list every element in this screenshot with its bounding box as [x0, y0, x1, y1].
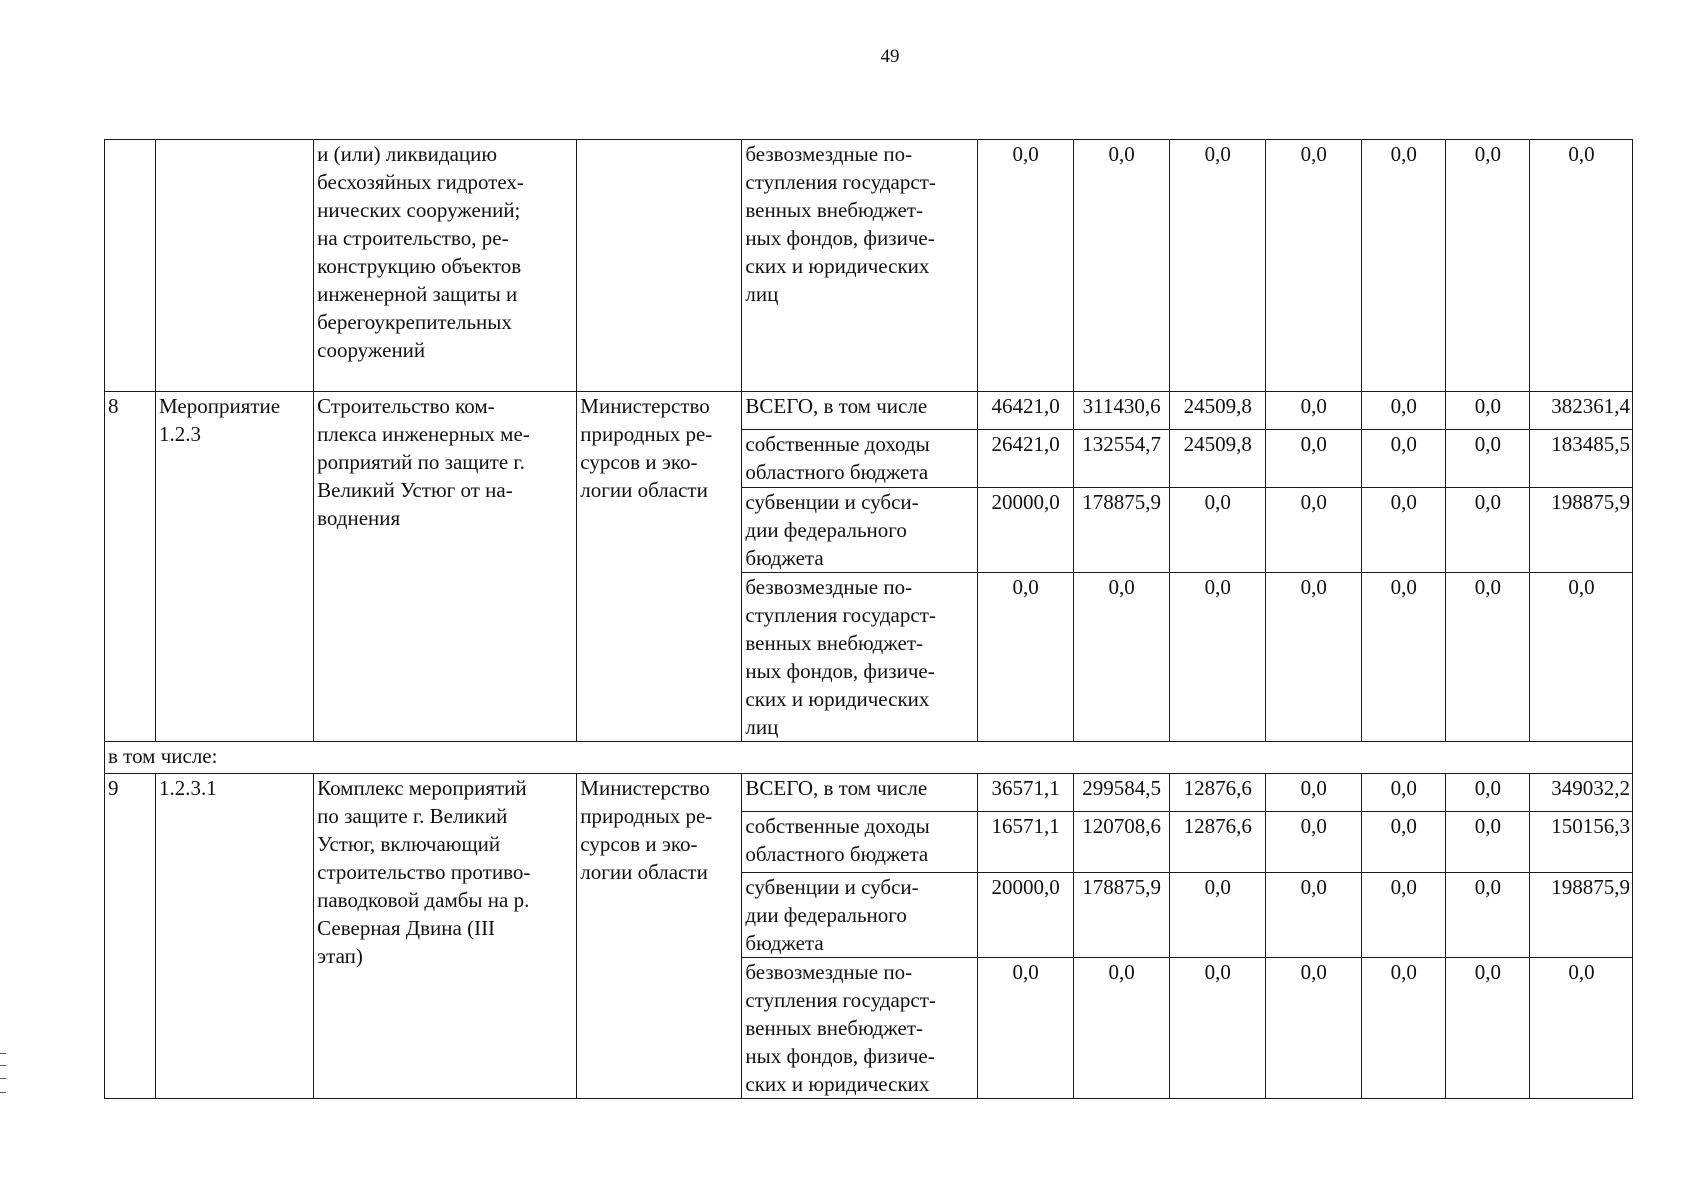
cell-value: 0,0	[977, 958, 1073, 1099]
cell-value: 36571,1	[977, 774, 1073, 812]
cell-value: 0,0	[1169, 488, 1265, 573]
including-label: в том числе:	[105, 742, 1633, 774]
cell-funding-source: безвозмездные по- ступления государст- венных внебюджет- ных фондов, физиче- ских и юридических лиц	[742, 573, 977, 742]
cell-funding-source: субвенции и субси- дии федерального бюджета	[742, 873, 977, 958]
table-row-9	[105, 774, 1633, 812]
table-row-continuation	[105, 140, 1633, 392]
margin-marks	[0, 1053, 6, 1093]
cell-value: 0,0	[1169, 573, 1265, 742]
cell-value: 0,0	[1073, 573, 1169, 742]
cell-value: 0,0	[1361, 873, 1445, 958]
cell-value: 150156,3	[1529, 812, 1632, 873]
cell-value: 24509,8	[1169, 430, 1265, 488]
cell-value: 0,0	[1529, 573, 1632, 742]
cell-value: 0,0	[1361, 812, 1445, 873]
cell-value: 0,0	[1445, 873, 1529, 958]
cell-measure-name: Строительство ком- плекса инженерных ме- роприятий по защите г. Великий Устюг от на- воднения	[314, 392, 577, 742]
cell-measure-name: и (или) ликвидацию бесхозяйных гидротех- нических сооружений; на строительство, ре- конструкцию объектов инженерной защиты и берегоукрепительных сооружений	[314, 140, 577, 392]
page-number: 49	[880, 46, 900, 67]
cell-executor	[577, 140, 742, 392]
cell-value: 198875,9	[1529, 873, 1632, 958]
cell-value: 0,0	[1265, 488, 1361, 573]
cell-funding-source: ВСЕГО, в том числе	[742, 392, 977, 430]
cell-value: 299584,5	[1073, 774, 1169, 812]
table-row-including	[105, 742, 1633, 774]
cell-value: 0,0	[1265, 958, 1361, 1099]
cell-value: 0,0	[1445, 774, 1529, 812]
cell-value: 0,0	[1265, 392, 1361, 430]
cell-code	[156, 140, 314, 392]
cell-value: 24509,8	[1169, 392, 1265, 430]
cell-num: 8	[105, 392, 156, 742]
cell-value: 198875,9	[1529, 488, 1632, 573]
cell-value: 0,0	[1361, 140, 1445, 392]
cell-value: 0,0	[1361, 774, 1445, 812]
cell-value: 26421,0	[977, 430, 1073, 488]
cell-value: 349032,2	[1529, 774, 1632, 812]
cell-value: 0,0	[1265, 873, 1361, 958]
cell-value: 178875,9	[1073, 873, 1169, 958]
cell-value: 0,0	[977, 140, 1073, 392]
cell-num	[105, 140, 156, 392]
cell-funding-source: собственные доходы областного бюджета	[742, 812, 977, 873]
cell-measure-name: Комплекс мероприятий по защите г. Великий Устюг, включающий строительство противо- паводковой дамбы на р. Северная Двина (III этап)	[314, 774, 577, 1099]
cell-value: 183485,5	[1529, 430, 1632, 488]
cell-value: 0,0	[1073, 140, 1169, 392]
cell-value: 0,0	[1265, 430, 1361, 488]
cell-value: 0,0	[1265, 573, 1361, 742]
cell-value: 0,0	[1169, 873, 1265, 958]
cell-value: 0,0	[1445, 430, 1529, 488]
cell-value: 12876,6	[1169, 774, 1265, 812]
cell-value: 311430,6	[1073, 392, 1169, 430]
cell-value: 0,0	[1169, 958, 1265, 1099]
cell-funding-source: ВСЕГО, в том числе	[742, 774, 977, 812]
cell-value: 382361,4	[1529, 392, 1632, 430]
cell-code: Мероприятие 1.2.3	[156, 392, 314, 742]
cell-value: 12876,6	[1169, 812, 1265, 873]
budget-table	[104, 139, 1633, 1099]
cell-value: 0,0	[1265, 812, 1361, 873]
cell-value: 0,0	[977, 573, 1073, 742]
cell-value: 0,0	[1169, 140, 1265, 392]
cell-value: 0,0	[1361, 488, 1445, 573]
cell-value: 0,0	[1445, 392, 1529, 430]
cell-value: 46421,0	[977, 392, 1073, 430]
cell-value: 0,0	[1529, 958, 1632, 1099]
cell-code: 1.2.3.1	[156, 774, 314, 1099]
cell-funding-source: безвозмездные по- ступления государст- венных внебюджет- ных фондов, физиче- ских и юридических	[742, 958, 977, 1099]
cell-value: 0,0	[1361, 573, 1445, 742]
cell-value: 0,0	[1073, 958, 1169, 1099]
cell-value: 0,0	[1361, 392, 1445, 430]
cell-value: 0,0	[1445, 488, 1529, 573]
cell-value: 20000,0	[977, 873, 1073, 958]
cell-value: 0,0	[1445, 958, 1529, 1099]
cell-value: 0,0	[1361, 958, 1445, 1099]
cell-value: 20000,0	[977, 488, 1073, 573]
cell-funding-source: собственные доходы областного бюджета	[742, 430, 977, 488]
cell-value: 132554,7	[1073, 430, 1169, 488]
table-row-8	[105, 392, 1633, 430]
cell-value: 0,0	[1445, 140, 1529, 392]
cell-executor: Министерство природных ре- сурсов и эко- логии области	[577, 392, 742, 742]
cell-value: 0,0	[1265, 774, 1361, 812]
cell-executor: Министерство природных ре- сурсов и эко- логии области	[577, 774, 742, 1099]
cell-value: 120708,6	[1073, 812, 1169, 873]
cell-value: 0,0	[1445, 812, 1529, 873]
cell-value: 0,0	[1529, 140, 1632, 392]
cell-value: 0,0	[1361, 430, 1445, 488]
cell-value: 178875,9	[1073, 488, 1169, 573]
cell-value: 0,0	[1265, 140, 1361, 392]
cell-funding-source: безвозмездные по- ступления государст- венных внебюджет- ных фондов, физиче- ских и юридических лиц	[742, 140, 977, 392]
cell-funding-source: субвенции и субси- дии федерального бюджета	[742, 488, 977, 573]
cell-value: 16571,1	[977, 812, 1073, 873]
cell-value: 0,0	[1445, 573, 1529, 742]
cell-num: 9	[105, 774, 156, 1099]
